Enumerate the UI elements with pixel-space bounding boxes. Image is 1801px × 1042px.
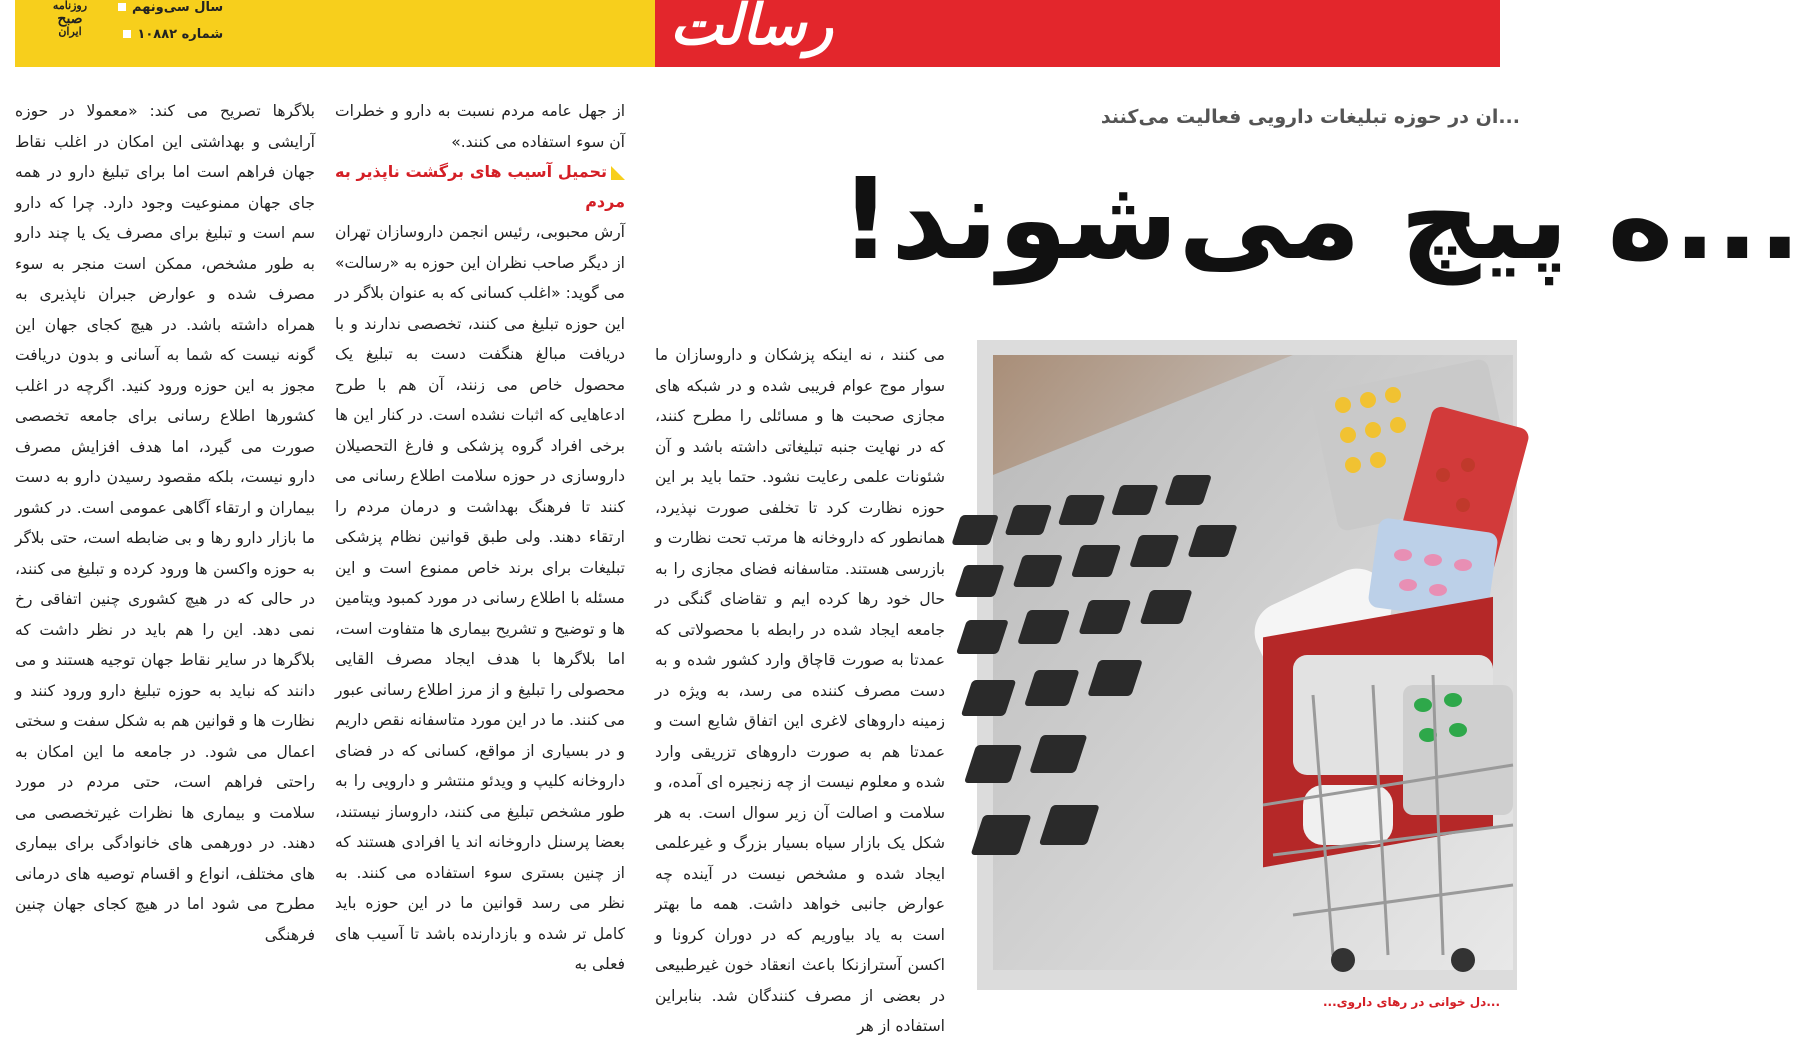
triangle-marker-icon xyxy=(611,166,625,180)
photo-illustration xyxy=(993,355,1513,970)
photo-caption-strip: ...دل خوانی در رهای داروی... xyxy=(1323,995,1500,1009)
subheading-text: تحمیل آسیب های برگشت ناپذیر به مردم xyxy=(335,162,625,211)
bullet-square-icon xyxy=(123,30,131,38)
article-kicker: ...ان در حوزه تبلیغات دارویی فعالیت می‌کنند xyxy=(1100,106,1520,128)
newspaper-logo: رسالت xyxy=(670,0,834,58)
paper-name-line: روزنامه xyxy=(52,0,88,12)
article-headline: ...ه پیچ می‌شوند! xyxy=(840,155,1801,285)
column-text: می کنند ، نه اینکه پزشکان و داروسازان ما سوار موج عوام فریبی شده و در شبکه های مجازی صحبت ها و مسائلی را مطرح کنند، که در نهایت جنبه تبلیغاتی داشته باشد و آن شئونات علمی رعایت نشود. حتما باید بر این حوزه نظارت کرد تا تخلفی صورت نپذیرد، همانطور که داروخانه ها مرتب تحت نظارت و بازرسی هستند. متاسفانه فضای مجازی را به حال خود رها کرده ایم و تقاضای گنگی در جامعه ایجاد شده در رابطه با محصولاتی که عمدتا به صورت قاچاق وارد کشور شده و به دست مصرف کننده می رسد، به ویژه در زمینه داروهای لاغری این اتفاق شایع است و عمدتا هم به صورت داروهای تزریقی وارد شده و معلوم نیست از چه زنجیره ای آمده، و سلامت و اصالت آن زیر سوال است. به هر شکل یک بازار سیاه بسیار بزرگ و غیرعلمی ایجاد شده و مشخص نیست در آینده چه عوارض جانبی خواهد داشت. همه ما بهتر است به یاد بیاوریم که در دوران کرونا و اکسن آسترازنکا باعث انعقاد خون غیرطبیعی در بعضی از مصرف کنندگان شد. بنابراین استفاده از هر xyxy=(655,346,945,1035)
column-text: از جهل عامه مردم نسبت به دارو و خطرات آن سوء استفاده می کنند.» xyxy=(335,102,625,151)
issue-number: شماره ۱۰۸۸۲ xyxy=(137,26,224,42)
issue-info xyxy=(118,0,223,46)
article-column-photo-side xyxy=(655,340,945,1035)
masthead-yellow-band xyxy=(15,0,655,67)
paper-name-line: صبح xyxy=(57,11,83,27)
year-label: سال سی‌ونهم xyxy=(132,0,224,15)
subheading xyxy=(335,157,625,217)
paper-name xyxy=(40,0,100,38)
column-text: آرش محبوبی، رئیس انجمن داروسازان تهران از دیگر صاحب نظران این حوزه به «رسالت» می گوید: «اغلب کسانی که به عنوان بلاگر در این حوزه تبلیغ می کنند، تخصصی ندارند و با دریافت مبالغ هنگفت دست به تبلیغ یک محصول خاص می زنند، آن هم با طرح ادعاهایی که اثبات نشده است. در کنار این ها برخی افراد گروه پزشکی و فارغ التحصیلان داروسازی در حوزه سلامت اطلاع رسانی می کنند تا فرهنگ بهداشت و درمان مردم را ارتقاء دهند. ولی طبق قوانین نظام پزشکی تبلیغات برای برند خاص ممنوع است و این مسئله با اطلاع رسانی در مورد کمبود ویتامین ها و توضیح و تشریح بیماری ها متفاوت است، اما بلاگرها با هدف ایجاد مصرف القایی محصولی را تبلیغ و از مرز اطلاع رسانی عبور می کنند. ما در این مورد متاسفانه نقص داریم و در بسیاری از مواقع، کسانی که در فضای داروخانه کلیپ و ویدئو منتشر و دارویی را به طور مشخص تبلیغ می کنند، داروساز نیستند، بعضا پرسنل داروخانه اند یا افرادی هستند که از چنین بستری سوء استفاده می کنند. به نظر می رسد قوانین ما در این حوزه باید کامل تر شده و بازدارنده باشد تا آسیب های فعلی به xyxy=(335,223,625,973)
bullet-square-icon xyxy=(118,3,126,11)
column-text: بلاگرها تصریح می کند: «معمولا در حوزه آرایشی و بهداشتی این امکان در اغلب نقاط جهان فراهم است اما برای تبلیغ دارو در همه جای جهان ممنوعیت وجود دارد. چرا که دارو سم است و تبلیغ برای مصرف یک یا چند دارو به طور مشخص، ممکن است منجر به سوء مصرف شده و عوارض جبران ناپذیری به همراه داشته باشد. در هیچ کجای جهان این گونه نیست که شما به آسانی و بدون دریافت مجوز به این حوزه ورود کنید. اگرچه در اغلب کشورها اطلاع رسانی برای جامعه تخصصی صورت می گیرد، اما هدف افزایش مصرف دارو نیست، بلکه مقصود رسیدن دارو به دست بیماران و ارتقاء آگاهی عمومی است. در کشور ما بازار دارو رها و بی ضابطه است، حتی بلاگر به حوزه واکسن ها ورود کرده و تبلیغ می کنند، در حالی که در هیچ کشوری چنین اتفاقی رخ نمی دهد. این را هم باید در نظر داشت که بلاگرها در سایر نقاط جهان توجیه هستند و می دانند که نباید به حوزه تبلیغ دارو ورود کنند و نظارت ها و قوانین هم به شکل سفت و سختی اعمال می شود. در جامعه ما این امکان به راحتی فراهم است، حتی مردم در مورد سلامت و بیماری ها نظرات غیرتخصصی می دهند. در دورهمی های خانوادگی برای بیماری های مختلف، انواع و اقسام توصیه های درمانی مطرح می شود اما در هیچ کجای جهان چنین فرهنگی xyxy=(15,102,315,944)
article-column-middle xyxy=(335,96,625,1010)
laptop-pills-photo xyxy=(993,355,1513,970)
article-column-left xyxy=(15,96,315,1010)
paper-name-line: ایران xyxy=(58,25,82,38)
